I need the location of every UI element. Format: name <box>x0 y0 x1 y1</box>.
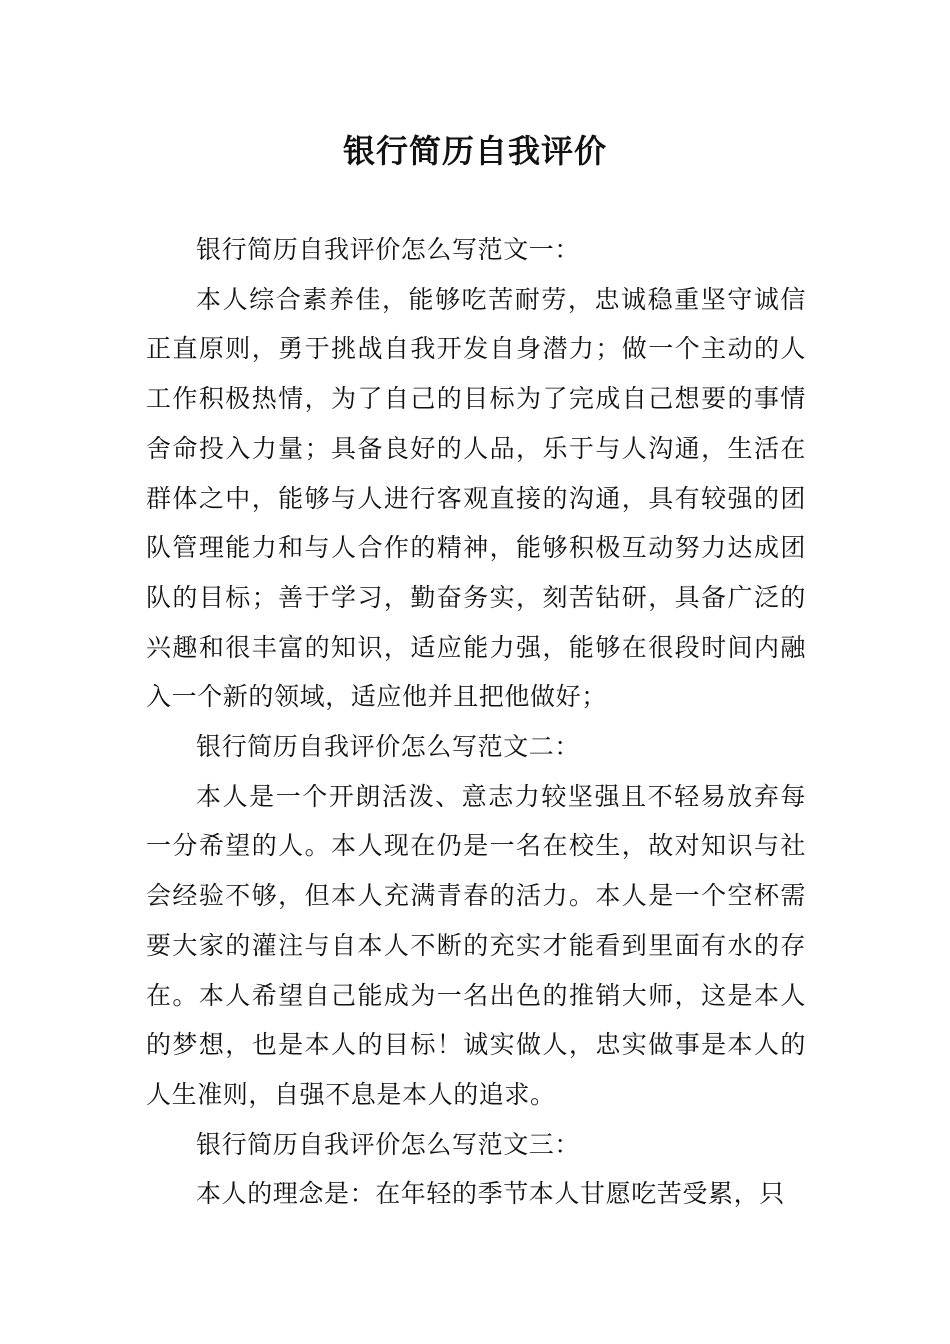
document-body <box>146 225 806 1219</box>
sample-paragraph-2: 本人是一个开朗活泼、意志力较坚强且不轻易放弃每一分希望的人。本人现在仍是一名在校生，故对知识与社会经验不够，但本人充满青春的活力。本人是一个空杯需要大家的灌注与自本人不断的充实才能看到里面有水的存在。本人希望自己能成为一名出色的推销大师，这是本人的梦想，也是本人的目标！诚实做人，忠实做事是本人的人生准则，自强不息是本人的追求。 <box>146 781 806 1109</box>
document-title: 银行简历自我评价 <box>342 132 607 170</box>
sample-paragraph-1: 本人综合素养佳，能够吃苦耐劳，忠诚稳重坚守诚信正直原则，勇于挑战自我开发自身潜力；做一个主动的人工作积极热情，为了自己的目标为了完成自己想要的事情舍命投入力量；具备良好的人品，乐于与人沟通，生活在群体之中，能够与人进行客观直接的沟通，具有较强的团队管理能力和与人合作的精神，能够积极互动努力达成团队的目标；善于学习，勤奋务实，刻苦钻研，具备广泛的兴趣和很丰富的知识，适应能力强，能够在很段时间内融入一个新的领域，适应他并且把他做好； <box>146 284 806 712</box>
sample-heading-3: 银行简历自我评价怎么写范文三： <box>196 1129 581 1159</box>
sample-heading-1: 银行简历自我评价怎么写范文一： <box>196 235 581 264</box>
sample-paragraph-3: 本人的理念是：在年轻的季节本人甘愿吃苦受累，只 <box>196 1179 785 1209</box>
sample-heading-2: 银行简历自我评价怎么写范文二： <box>196 732 581 762</box>
